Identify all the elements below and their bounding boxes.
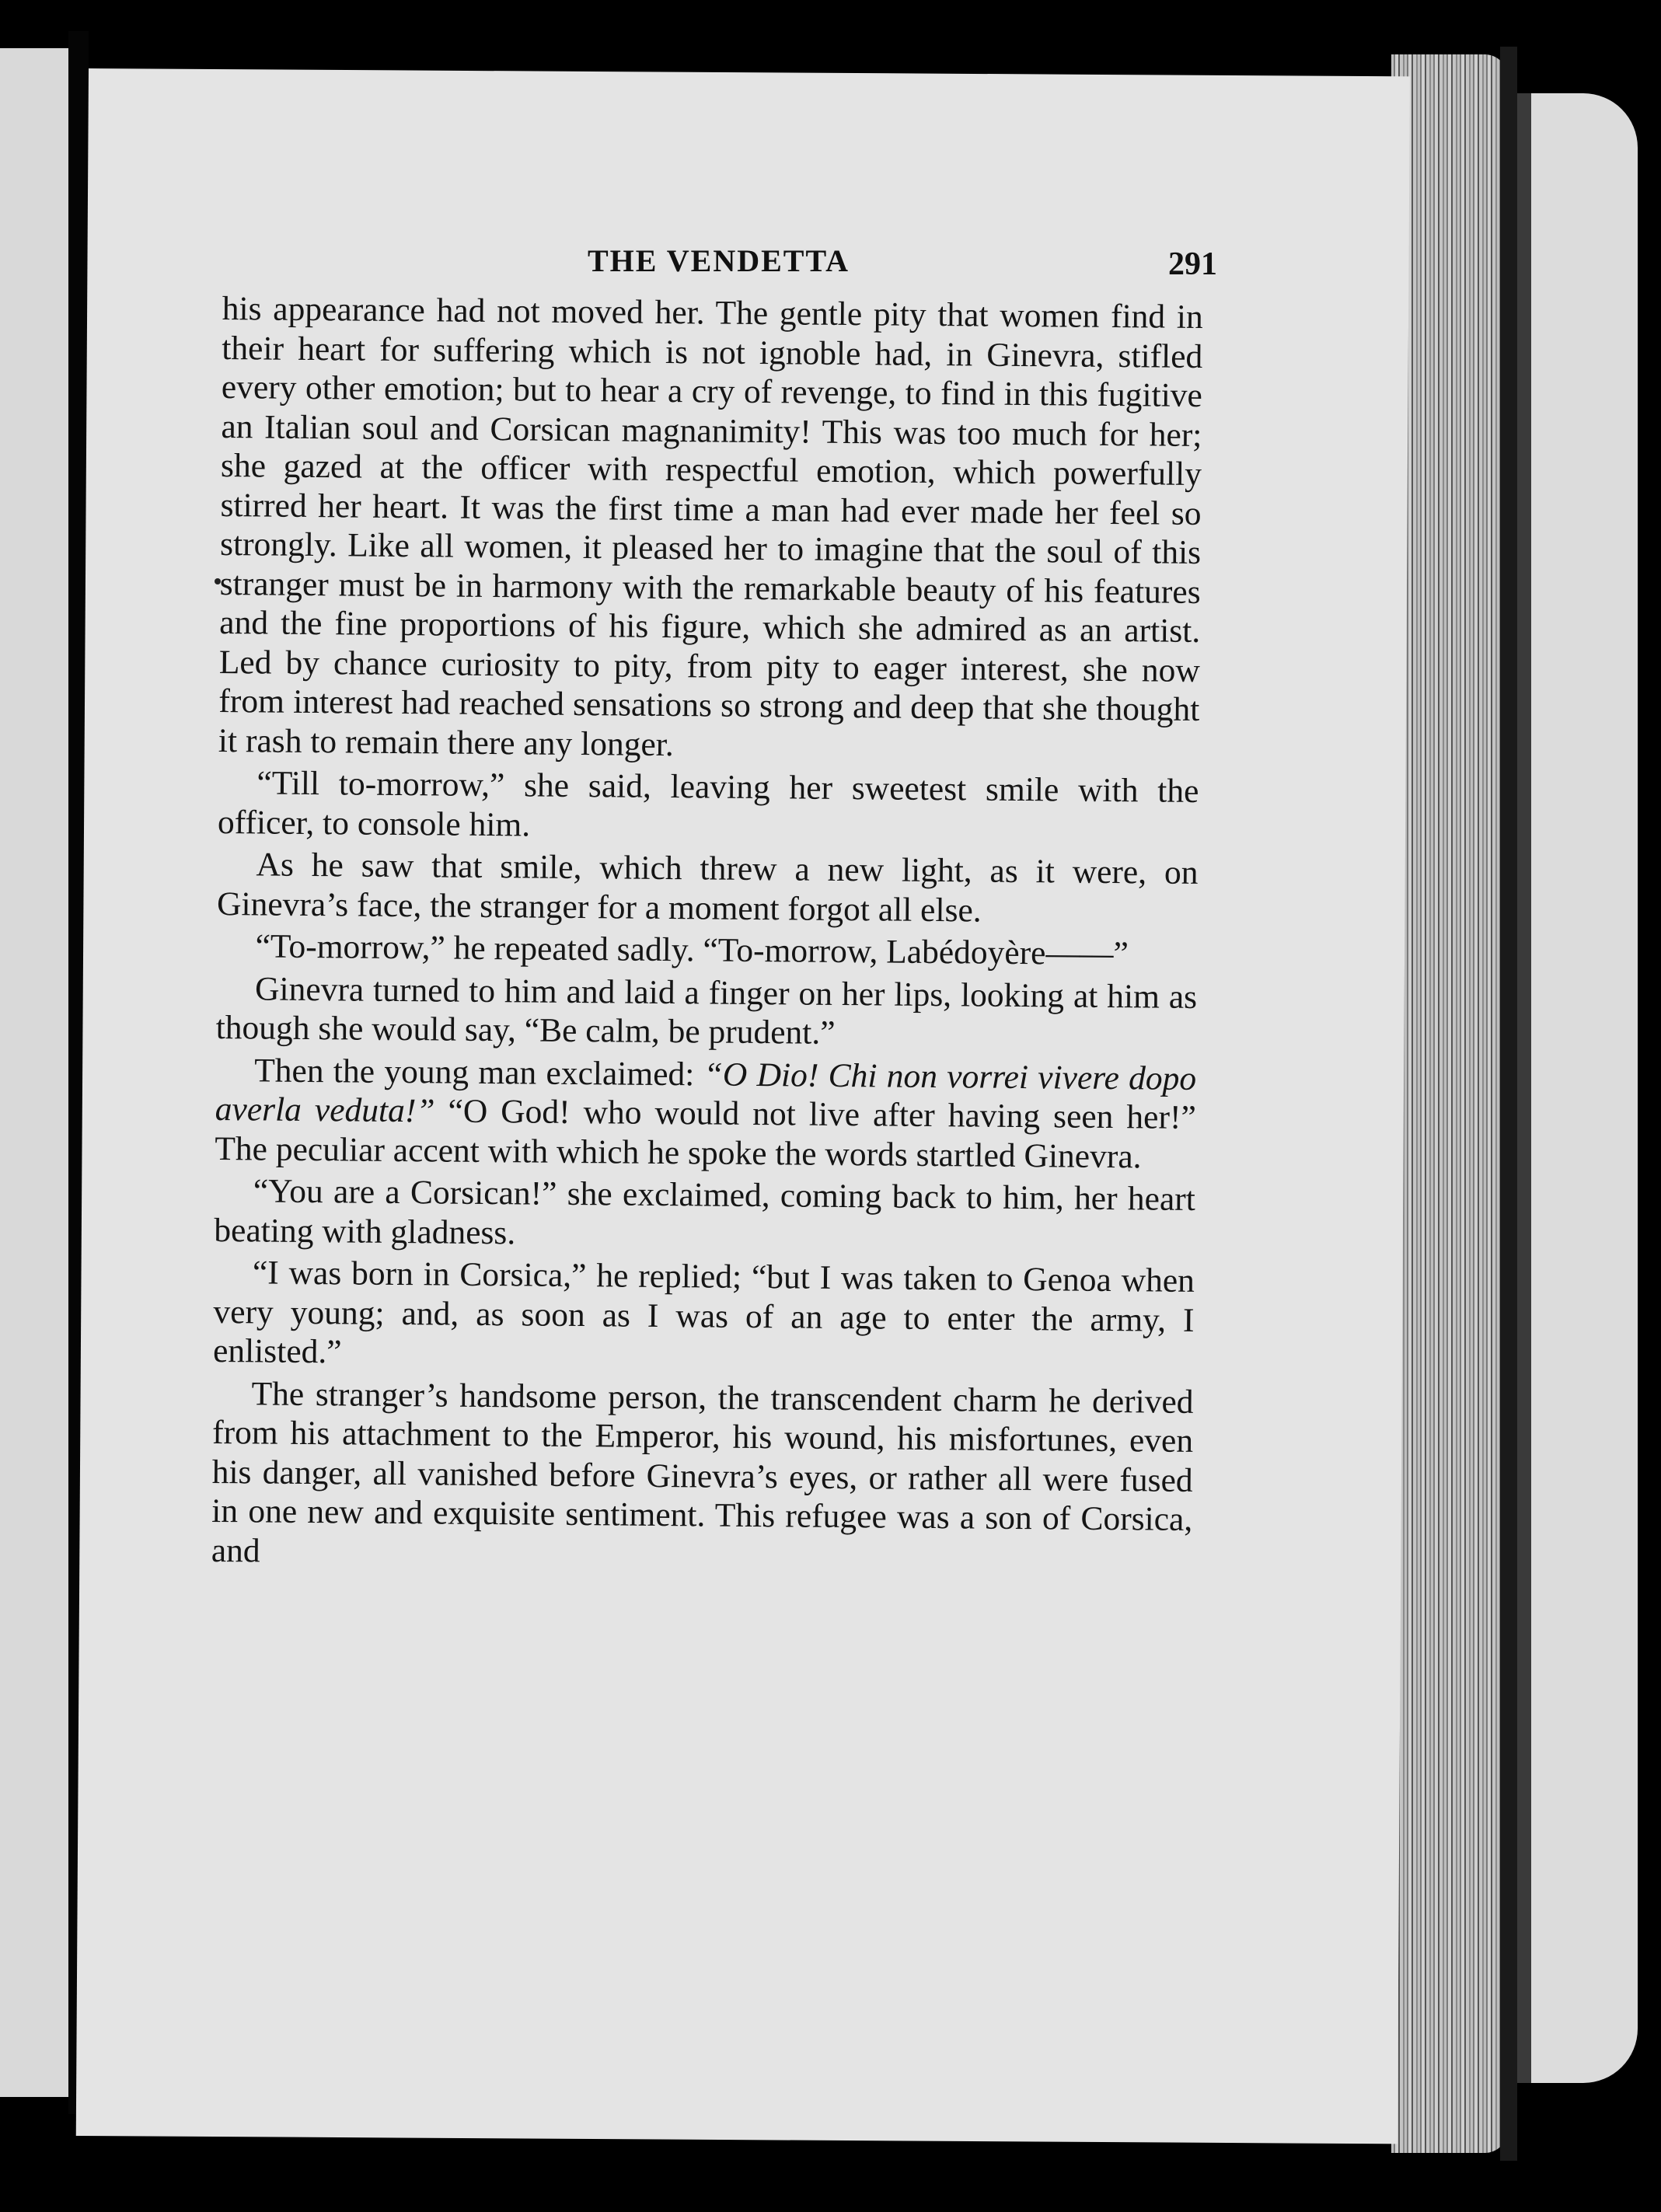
back-cover-shadow [1517, 93, 1531, 2083]
body-text [211, 289, 1203, 1582]
paragraph-4: “To-morrow,” he repeated sadly. “To-morrow, Labédoyère——” [255, 927, 1129, 973]
paragraph-6-start: Then the young man exclaimed: [254, 1051, 704, 1093]
italian-quote: “O Dio! Chi non vorrei vivere dopo averla veduta!” [215, 1055, 1197, 1130]
paragraph-5: Ginevra turned to him and laid a finger on her lips, looking at him as though she would say, “Be calm, be prudent.” [215, 969, 1198, 1052]
paragraph-9: The stranger’s handsome person, the transcendent charm he derived from his attachment to the Emperor, his wound, his misfortunes, even his danger, all vanished before Ginevra’s eyes, or rather all were fused in one new and exquisite sentiment. This refugee was a son of Corsica, and [211, 1374, 1194, 1569]
paragraph-8: “I was born in Corsica,” he replied; “but I was taken to Genoa when very young; and, as soon as I was of an age to enter the army, I enlisted.” [212, 1254, 1195, 1371]
paragraph-6 [215, 1050, 1196, 1177]
page-edges [1391, 54, 1508, 2153]
paragraph-7: “You are a Corsican!” she exclaimed, coming back to him, her heart beating with gladness. [214, 1172, 1196, 1251]
paragraph-3: As he saw that smile, which threw a new light, as it were, on Ginevra’s face, the stranger for a moment forgot all else. [216, 846, 1199, 930]
page-header [471, 242, 1217, 289]
page-number: 291 [1168, 246, 1217, 282]
running-title: THE VENDETTA [588, 243, 850, 278]
paragraph-2: “Till to-morrow,” she said, leaving her sweetest smile with the officer, to console him. [217, 764, 1199, 843]
edge-shadow [1500, 47, 1517, 2161]
paragraph-6-end: “O God! who would not live after having seen her!” The peculiar accent with which he spoke the words startled Ginevra. [215, 1092, 1196, 1175]
left-page-edge [0, 48, 68, 2097]
back-cover [1517, 93, 1638, 2083]
paragraph-1: his appearance had not moved her. The gentle pity that women find in their heart for suffering which is not ignoble had, in Ginevra, stifled every other emotion; but to hear a cry of revenge, to find in this fugitive an Italian soul and Corsican magnanimity! This was too much for her; she gazed at the officer with respectful emotion, which powerfully stirred her heart. It was the first time a man had ever made her feel so strongly. Like all women, it pleased her to imagine that the soul of this stranger must be in harmony with the remarkable beauty of his features and the fine proportions of his figure, which she admired as an artist. Led by chance curiosity to pity, from pity to eager interest, she now from interest had reached sensations so strong and deep that she thought it rash to remain there any longer. [218, 289, 1203, 763]
